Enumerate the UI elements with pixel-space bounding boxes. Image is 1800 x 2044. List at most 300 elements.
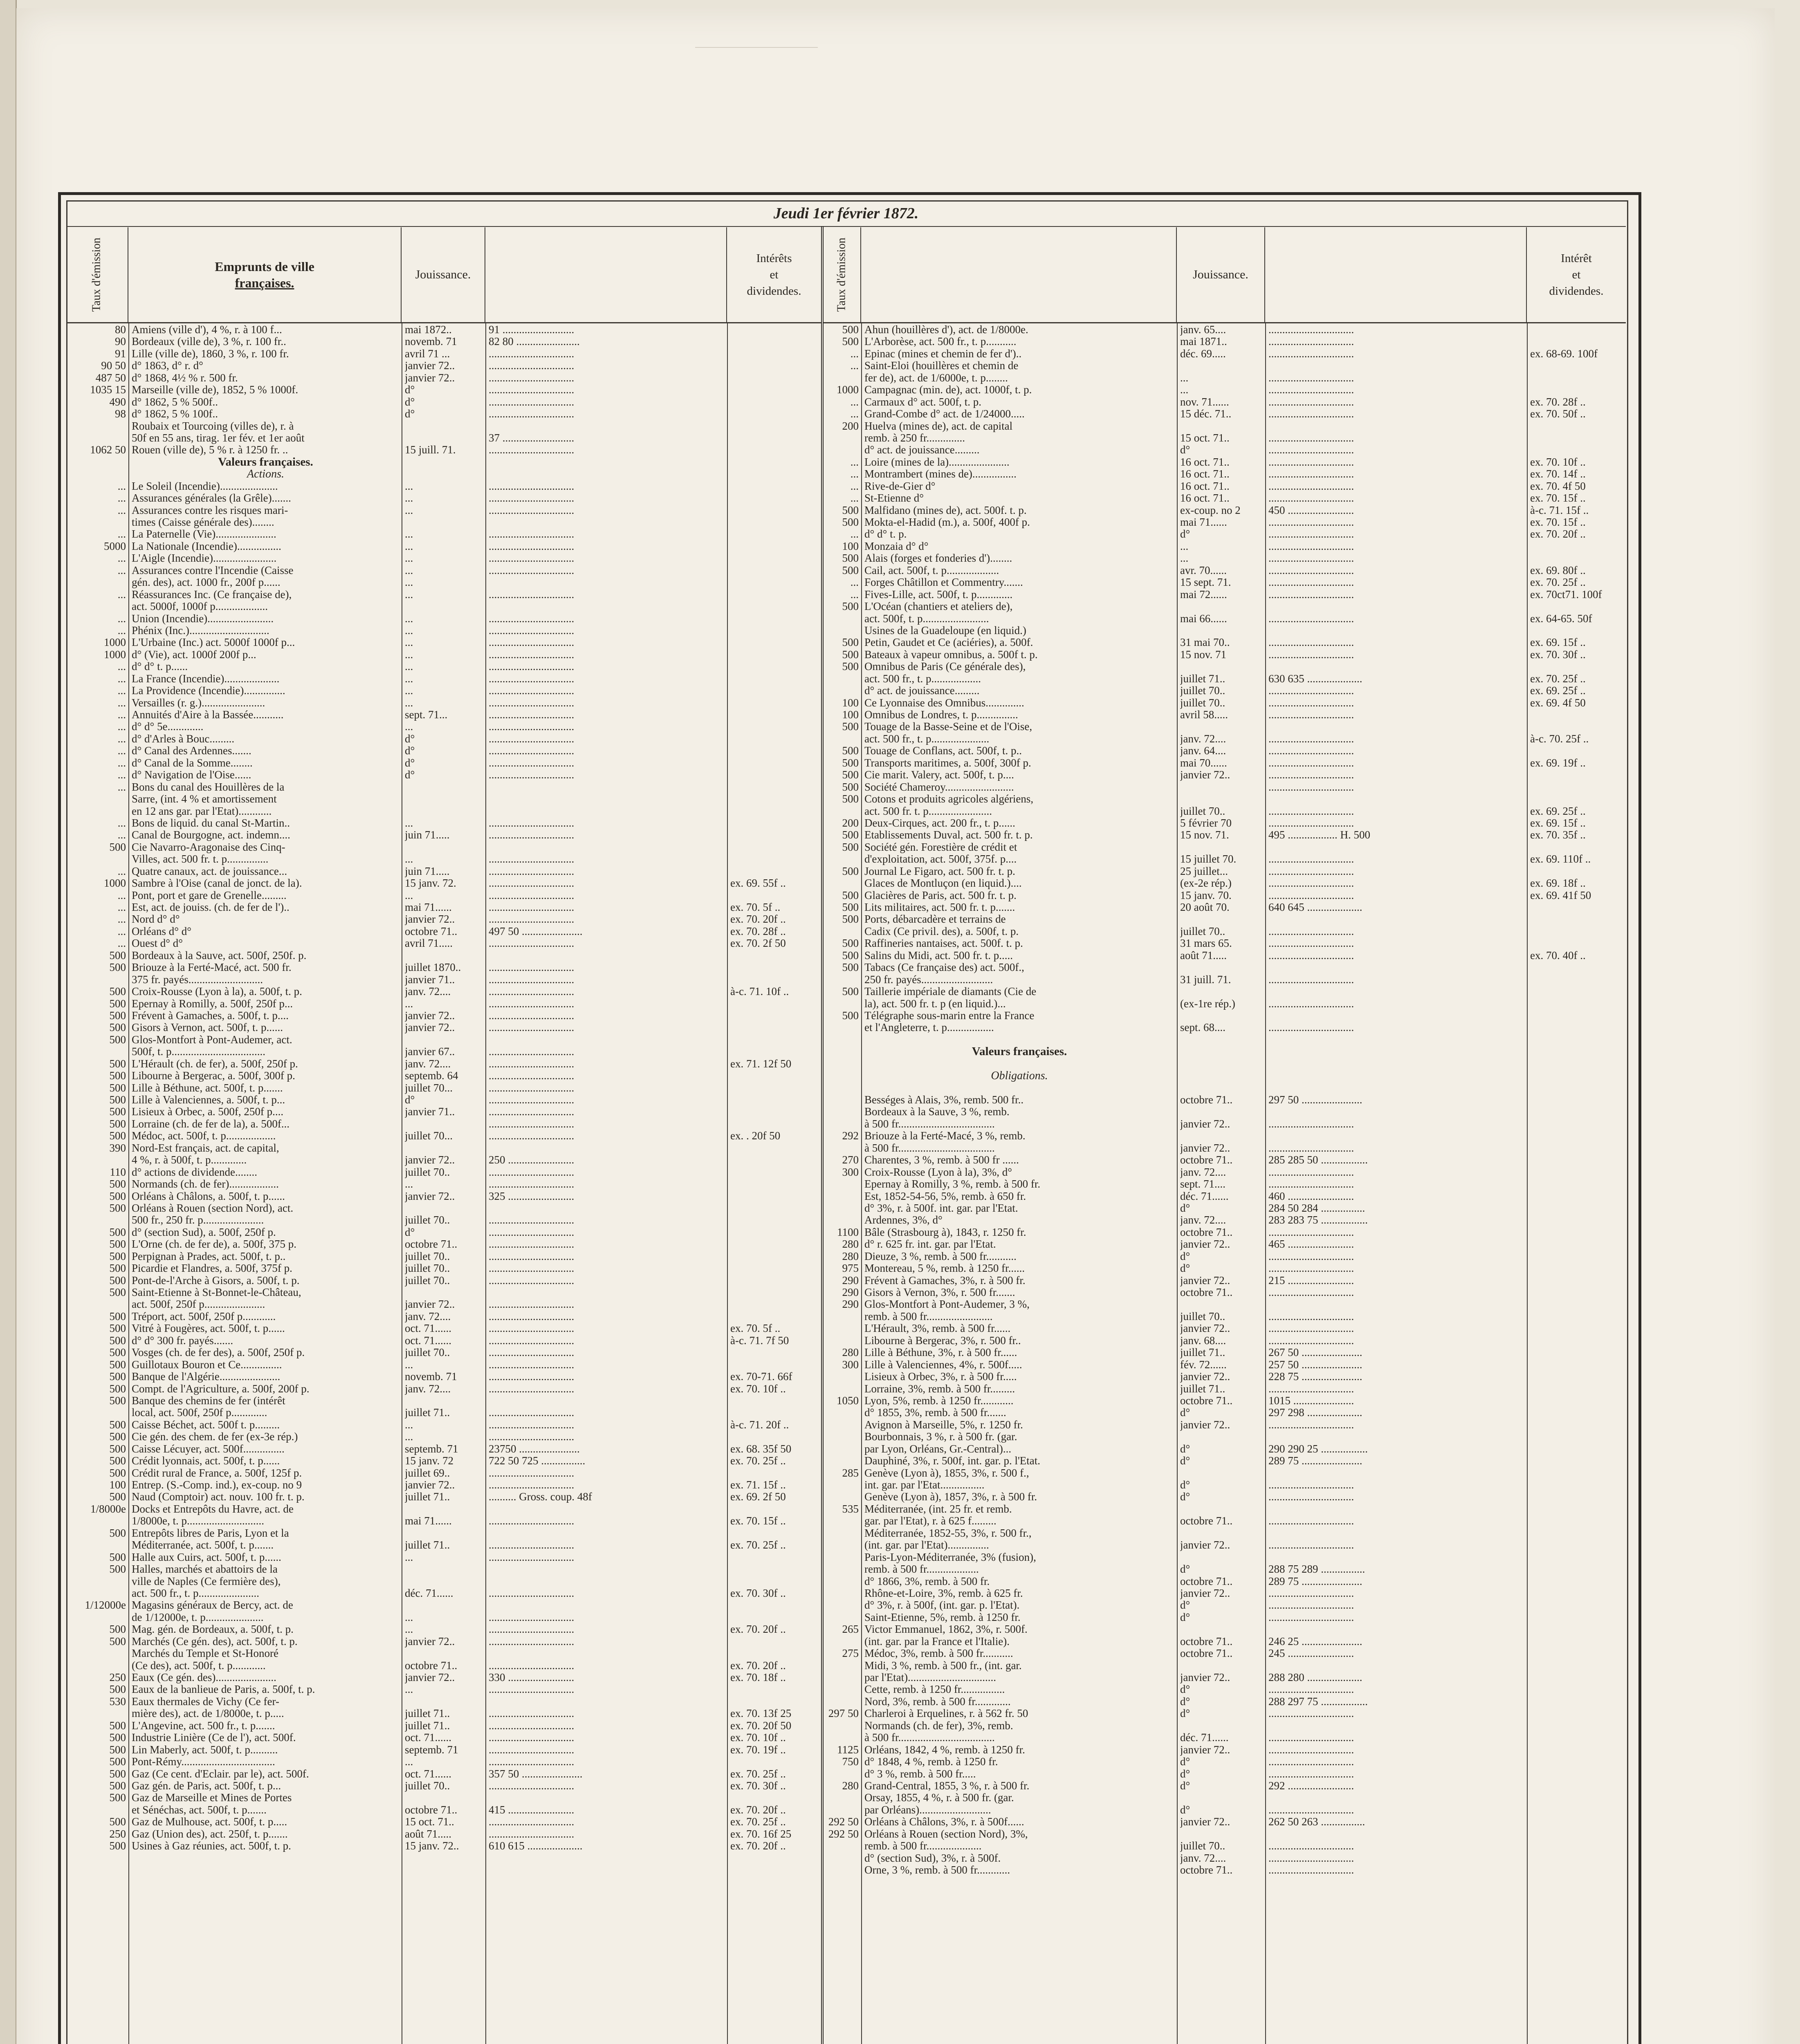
left-name-cell: Frévent à Gamaches, a. 500f, t. p.... bbox=[132, 1009, 289, 1022]
right-table-row bbox=[824, 986, 1626, 997]
right-name-cell: Ce Lyonnaise des Omnibus.............. bbox=[864, 697, 1024, 709]
right-cours-cell: ............................... bbox=[1268, 685, 1354, 697]
right-interets-cell: ex. 70. 50f .. bbox=[1530, 408, 1586, 420]
left-taux-cell: 390 bbox=[109, 1142, 126, 1154]
right-cours-cell: ............................... bbox=[1268, 384, 1354, 396]
left-name-cell: Nord-Est français, act. de capital, bbox=[132, 1142, 279, 1154]
left-jouissance-cell: ... bbox=[405, 648, 413, 661]
left-name-cell: Mag. gén. de Bordeaux, a. 500f, t. p. bbox=[132, 1623, 294, 1636]
left-taux-cell: 500 bbox=[109, 986, 126, 998]
left-name-cell: Guillotaux Bouron et Ce............... bbox=[132, 1358, 282, 1371]
left-name-cell: Magasins généraux de Bercy, act. de bbox=[132, 1599, 293, 1611]
right-jouissance-cell: octobre 71.. bbox=[1180, 1515, 1233, 1527]
left-cours-cell: 325 ........................ bbox=[489, 1190, 575, 1202]
right-name-cell: Lits militaires, act. 500 fr. t. p....... bbox=[864, 901, 1015, 913]
right-name-cell: à 500 fr................................... bbox=[864, 1118, 995, 1130]
left-table-row bbox=[66, 552, 821, 564]
right-table-row bbox=[824, 673, 1626, 685]
left-header-taux-label: Taux d'émission bbox=[90, 238, 103, 312]
right-name-cell: par l'Etat)................................ bbox=[864, 1672, 997, 1683]
right-header-taux bbox=[824, 227, 861, 322]
left-table-row bbox=[66, 901, 821, 913]
right-name-cell: Libourne à Bergerac, 3%, r. 500 fr.. bbox=[864, 1334, 1021, 1347]
right-table-row bbox=[824, 1503, 1626, 1515]
left-name-cell: Réassurances Inc. (Ce française de), bbox=[132, 588, 292, 601]
left-table-row bbox=[66, 528, 821, 540]
right-table-row bbox=[824, 444, 1626, 456]
left-name-cell: L'Angevine, act. 500 fr., t. p....... bbox=[132, 1719, 275, 1732]
left-cours-cell: ............................... bbox=[489, 1816, 575, 1828]
left-interets-cell: ex. 70. 10f .. bbox=[730, 1383, 786, 1395]
left-name-cell: gén. des), act. 1000 fr., 200f p...... bbox=[132, 576, 281, 589]
right-jouissance-cell: d° bbox=[1180, 1756, 1190, 1768]
right-table-row bbox=[824, 1298, 1626, 1310]
right-name-cell: Etablissements Duval, act. 500 fr. t. p. bbox=[864, 829, 1033, 841]
right-cours-cell: 640 645 .................... bbox=[1268, 901, 1362, 913]
left-cours-cell: ............................... bbox=[489, 1250, 575, 1262]
left-taux-cell: 98 bbox=[115, 408, 126, 420]
right-cours-cell: 288 297 75 ................. bbox=[1268, 1695, 1368, 1708]
right-name-cell: Salins du Midi, act. 500 fr. t. p..... bbox=[864, 949, 1013, 961]
right-name-cell: Dieuze, 3 %, remb. à 500 fr........... bbox=[864, 1250, 1017, 1262]
left-table-row bbox=[66, 1251, 821, 1262]
left-name-cell: et Sénéchas, act. 500f, t. p....... bbox=[132, 1804, 267, 1816]
left-jouissance-cell: ... bbox=[405, 997, 413, 1010]
left-jouissance-cell: juillet 71.. bbox=[405, 1407, 450, 1419]
right-cours-cell: ............................... bbox=[1268, 576, 1354, 589]
right-taux-cell: 500 bbox=[842, 889, 859, 901]
right-interets-cell: ex. 70. 30f .. bbox=[1530, 648, 1586, 661]
left-header-taux bbox=[66, 227, 128, 322]
right-taux-cell: 500 bbox=[842, 781, 859, 793]
right-jouissance-cell: 15 nov. 71. bbox=[1180, 829, 1229, 841]
left-jouissance-cell: janv. 72.... bbox=[405, 1058, 451, 1070]
left-name-cell: times (Caisse générale des)........ bbox=[132, 516, 274, 528]
left-interets-cell: ex. 70. 15f .. bbox=[730, 1515, 786, 1527]
right-jouissance-cell: octobre 71.. bbox=[1180, 1094, 1233, 1106]
left-name-cell: Normands (ch. de fer).................. bbox=[132, 1178, 279, 1190]
left-name-cell: Quatre canaux, act. de jouissance... bbox=[132, 865, 287, 877]
left-table-row bbox=[66, 649, 821, 661]
right-jouissance-cell: octobre 71.. bbox=[1180, 1647, 1233, 1660]
right-taux-cell: ... bbox=[850, 347, 859, 360]
right-table-row bbox=[824, 324, 1626, 336]
left-interets-cell: ex. 70. 20f .. bbox=[730, 1840, 786, 1852]
right-cours-cell: ............................... bbox=[1268, 408, 1354, 420]
right-name-cell: Bateaux à vapeur omnibus, a. 500f t. p. bbox=[864, 648, 1038, 661]
left-table-row bbox=[66, 1816, 821, 1828]
left-interets-cell: ex. 70. 25f .. bbox=[730, 1768, 786, 1780]
right-interets-cell: ex. 64-65. 50f bbox=[1530, 612, 1592, 625]
left-jouissance-cell: ... bbox=[405, 1683, 413, 1696]
right-table-row bbox=[824, 1792, 1626, 1804]
left-table-row bbox=[66, 1034, 821, 1046]
right-taux-cell: 500 bbox=[842, 865, 859, 877]
left-taux-cell: 250 bbox=[109, 1828, 126, 1840]
right-jouissance-cell: mai 66...... bbox=[1180, 612, 1227, 625]
right-cours-cell: ............................... bbox=[1268, 432, 1354, 444]
right-name-cell: Fives-Lille, act. 500f, t. p............. bbox=[864, 588, 1013, 601]
left-table-row bbox=[66, 1142, 821, 1154]
right-taux-cell: 500 bbox=[842, 336, 859, 348]
left-taux-cell: ... bbox=[117, 889, 126, 901]
left-name-cell: d° actions de dividende........ bbox=[132, 1166, 257, 1178]
right-table-row bbox=[824, 1046, 1626, 1058]
right-jouissance-cell: d° bbox=[1180, 1250, 1190, 1262]
right-table-row bbox=[824, 1683, 1626, 1695]
left-name-cell: Vosges (ch. de fer des), a. 500f, 250f p. bbox=[132, 1347, 305, 1359]
left-taux-cell: ... bbox=[117, 769, 126, 781]
left-taux-cell: 500 bbox=[109, 1250, 126, 1262]
right-taux-cell: ... bbox=[850, 468, 859, 480]
right-jouissance-cell: fév. 72...... bbox=[1180, 1358, 1227, 1371]
left-jouissance-cell: juin 71..... bbox=[405, 829, 450, 841]
left-cours-cell: ............................... bbox=[489, 384, 575, 396]
left-jouissance-cell: janvier 72.. bbox=[405, 1009, 455, 1022]
left-cours-cell: 23750 ...................... bbox=[489, 1443, 580, 1455]
right-name-cell: Orne, 3 %, remb. à 500 fr............ bbox=[864, 1864, 1010, 1876]
right-name-cell: Obligations. bbox=[991, 1070, 1048, 1082]
left-table-row bbox=[66, 1322, 821, 1334]
right-taux-cell: 500 bbox=[842, 901, 859, 913]
left-name-cell: Industrie Linière (Ce de l'), act. 500f. bbox=[132, 1732, 296, 1744]
right-cours-cell: 495 .................. H. 500 bbox=[1268, 829, 1370, 841]
right-table-row bbox=[824, 781, 1626, 793]
left-jouissance-cell: d° bbox=[405, 733, 415, 745]
left-jouissance-cell: ... bbox=[405, 661, 413, 673]
left-taux-cell: ... bbox=[117, 697, 126, 709]
left-jouissance-cell: juillet 1870.. bbox=[405, 961, 461, 974]
right-name-cell: Orléans à Châlons, 3%, r. à 500f...... bbox=[864, 1816, 1024, 1828]
right-cours-cell: ............................... bbox=[1268, 1587, 1354, 1599]
right-jouissance-cell: d° bbox=[1180, 1695, 1190, 1708]
right-name-cell: Epinac (mines et chemin de fer d').. bbox=[864, 347, 1022, 360]
right-name-cell: Alais (forges et fonderies d')........ bbox=[864, 552, 1012, 565]
right-table-row bbox=[824, 1744, 1626, 1756]
left-cours-cell: ............................... bbox=[489, 1683, 575, 1696]
left-name-cell: act. 500 fr., t. p...................... bbox=[132, 1587, 259, 1599]
left-jouissance-cell: janvier 72.. bbox=[405, 1672, 455, 1683]
right-name-cell: Orléans, 1842, 4 %, remb. à 1250 fr. bbox=[864, 1744, 1025, 1756]
left-table-row bbox=[66, 1455, 821, 1467]
right-interets-cell: ex. 70. 15f .. bbox=[1530, 492, 1586, 504]
left-cours-cell: ............................... bbox=[489, 1828, 575, 1840]
left-taux-cell: 500 bbox=[109, 1719, 126, 1732]
right-name-cell: d° d° t. p. bbox=[864, 528, 907, 540]
left-cours-cell: ............................... bbox=[489, 1719, 575, 1732]
left-taux-cell: ... bbox=[117, 913, 126, 926]
right-name-cell: Nord, 3%, remb. à 500 fr............. bbox=[864, 1695, 1011, 1708]
left-taux-cell: 500 bbox=[109, 1491, 126, 1503]
left-interets-cell: ex. 70. 28f .. bbox=[730, 925, 786, 937]
right-cours-cell: 262 50 263 ................ bbox=[1268, 1816, 1365, 1828]
left-cours-cell: ............................... bbox=[489, 1587, 575, 1599]
left-table-row bbox=[66, 829, 821, 841]
left-taux-cell: 500 bbox=[109, 1792, 126, 1804]
right-cours-cell: ............................... bbox=[1268, 733, 1354, 745]
right-interets-cell: ex. 70. 4f 50 bbox=[1530, 480, 1586, 492]
right-table-row bbox=[824, 1672, 1626, 1683]
right-cours-cell: ............................... bbox=[1268, 1166, 1354, 1178]
left-interets-cell: ex. 70. 5f .. bbox=[730, 901, 781, 913]
right-taux-cell: ... bbox=[850, 576, 859, 589]
right-taux-cell: ... bbox=[850, 408, 859, 420]
right-name-cell: à 500 fr................................... bbox=[864, 1142, 995, 1154]
right-jouissance-cell: d° bbox=[1180, 1611, 1190, 1623]
right-taux-cell: 280 bbox=[842, 1250, 859, 1262]
right-jouissance-cell: janvier 72.. bbox=[1180, 1539, 1230, 1551]
left-interets-cell: ex. 70. 18f .. bbox=[730, 1672, 786, 1683]
right-name-cell: Avignon à Marseille, 5%, r. 1250 fr. bbox=[864, 1419, 1023, 1431]
left-name-cell: d° Navigation de l'Oise...... bbox=[132, 769, 251, 781]
right-jouissance-cell: déc. 69..... bbox=[1180, 347, 1226, 360]
right-taux-cell: 292 50 bbox=[828, 1828, 859, 1840]
left-name-cell: Phénix (Inc.)............................. bbox=[132, 624, 269, 637]
right-cours-cell: ............................... bbox=[1268, 973, 1354, 986]
left-name-cell: Rouen (ville de), 5 % r. à 1250 fr. .. bbox=[132, 444, 288, 456]
right-cours-cell: ............................... bbox=[1268, 1744, 1354, 1756]
left-taux-cell: 500 bbox=[109, 1768, 126, 1780]
left-name-cell: Assurances générales (la Grêle)....... bbox=[132, 492, 291, 504]
right-name-cell: Victor Emmanuel, 1862, 3%, r. 500f. bbox=[864, 1623, 1028, 1636]
left-table-row bbox=[66, 1599, 821, 1611]
left-name-cell: Est, act. de jouiss. (ch. de fer de l').. bbox=[132, 901, 290, 913]
left-jouissance-cell: d° bbox=[405, 1226, 415, 1238]
left-table-row bbox=[66, 372, 821, 384]
right-taux-cell: 270 bbox=[842, 1154, 859, 1166]
left-name-cell: de 1/12000e, t. p..................... bbox=[132, 1611, 264, 1623]
right-jouissance-cell: 25 juillet... bbox=[1180, 865, 1228, 877]
right-cours-cell: ............................... bbox=[1268, 925, 1354, 937]
left-name-cell: Saint-Etienne à St-Bonnet-le-Château, bbox=[132, 1286, 301, 1298]
left-table-row bbox=[66, 890, 821, 901]
left-taux-cell: ... bbox=[117, 721, 126, 733]
left-jouissance-cell: d° bbox=[405, 396, 415, 408]
left-cours-cell: 37 .......................... bbox=[489, 432, 575, 444]
right-table-row bbox=[824, 1623, 1626, 1635]
left-table-row bbox=[66, 1407, 821, 1419]
left-table-row bbox=[66, 1756, 821, 1768]
right-cours-cell: ............................... bbox=[1268, 1310, 1354, 1322]
right-table-row bbox=[824, 1347, 1626, 1358]
left-jouissance-cell: 15 janv. 72 bbox=[405, 1455, 453, 1467]
right-name-cell: d° 3%, r. à 500f, (int. gar. p. l'Etat). bbox=[864, 1599, 1020, 1611]
left-name-cell: Vitré à Fougères, act. 500f, t. p...... bbox=[132, 1322, 285, 1335]
right-table-row bbox=[824, 1034, 1626, 1046]
left-interets-cell: ex. 70. 25f .. bbox=[730, 1455, 786, 1467]
left-jouissance-cell: octobre 71.. bbox=[405, 1238, 458, 1251]
left-name-cell: Gaz gén. de Paris, act. 500f, t. p... bbox=[132, 1780, 281, 1792]
left-table-row bbox=[66, 1636, 821, 1647]
right-name-cell: Cette, remb. à 1250 fr................ bbox=[864, 1683, 1005, 1696]
right-name-cell: Ports, débarcadère et terrains de bbox=[864, 913, 1006, 926]
right-jouissance-cell: ex-coup. no 2 bbox=[1180, 504, 1241, 516]
right-cours-cell: 245 ........................ bbox=[1268, 1647, 1354, 1660]
left-interets-cell: ex. 71. 15f .. bbox=[730, 1479, 786, 1491]
right-cours-cell: ............................... bbox=[1268, 1539, 1354, 1551]
left-taux-cell: ... bbox=[117, 588, 126, 601]
left-jouissance-cell: d° bbox=[405, 408, 415, 420]
right-cours-cell: 297 50 ...................... bbox=[1268, 1094, 1362, 1106]
left-taux-cell: 500 bbox=[109, 1274, 126, 1286]
right-name-cell: Glacières de Paris, act. 500 fr. t. p. bbox=[864, 889, 1017, 901]
right-table-row bbox=[824, 733, 1626, 745]
left-table-row bbox=[66, 408, 821, 420]
right-name-cell: L'Hérault, 3%, remb. à 500 fr...... bbox=[864, 1322, 1011, 1335]
left-jouissance-cell: juillet 69.. bbox=[405, 1467, 450, 1479]
left-name-cell: Cie gén. des chem. de fer (ex-3e rép.) bbox=[132, 1431, 298, 1443]
right-name-cell: L'Océan (chantiers et ateliers de), bbox=[864, 601, 1013, 613]
left-cours-cell: .......... Gross. coup. 48f bbox=[489, 1491, 592, 1503]
right-taux-cell: 500 bbox=[842, 949, 859, 961]
left-name-cell: Entrep. (S.-Comp. ind.), ex-coup. no 9 bbox=[132, 1479, 302, 1491]
left-name-cell: Orléans d° d° bbox=[132, 925, 192, 937]
left-name-cell: Crédit lyonnais, act. 500f, t. p...... bbox=[132, 1455, 280, 1467]
right-taux-cell: 100 bbox=[842, 697, 859, 709]
left-cours-cell: ............................... bbox=[489, 721, 575, 733]
left-taux-cell: 500 bbox=[109, 1118, 126, 1130]
left-jouissance-cell: novemb. 71 bbox=[405, 1371, 457, 1383]
left-taux-cell: 1035 15 bbox=[90, 384, 126, 396]
left-table-row bbox=[66, 1094, 821, 1106]
left-cours-cell: ............................... bbox=[489, 901, 575, 913]
left-jouissance-cell: ... bbox=[405, 685, 413, 697]
right-jouissance-cell: octobre 71.. bbox=[1180, 1864, 1233, 1876]
left-cours-cell: ............................... bbox=[489, 1262, 575, 1275]
right-name-cell: Forges Châtillon et Commentry....... bbox=[864, 576, 1023, 589]
right-cours-cell: ............................... bbox=[1268, 697, 1354, 709]
right-table-row bbox=[824, 1226, 1626, 1238]
right-interets-cell: ex. 69. 110f .. bbox=[1530, 853, 1591, 865]
right-name-cell: gar. par l'Etat), r. à 625 f......... bbox=[864, 1515, 997, 1527]
right-name-cell: Taillerie impériale de diamants (Cie de bbox=[864, 986, 1037, 998]
left-table-row bbox=[66, 1611, 821, 1623]
left-jouissance-cell: juillet 70.. bbox=[405, 1274, 450, 1286]
right-cours-cell: ............................... bbox=[1268, 1262, 1354, 1275]
right-name-cell: Deux-Cirques, act. 200 fr., t. p...... bbox=[864, 817, 1015, 829]
right-jouissance-cell: 15 déc. 71.. bbox=[1180, 408, 1232, 420]
left-table-row bbox=[66, 1335, 821, 1347]
right-cours-cell: ............................... bbox=[1268, 347, 1354, 360]
right-name-cell: Lille à Béthune, 3%, r. à 500 fr...... bbox=[864, 1347, 1017, 1359]
left-cours-cell: ............................... bbox=[489, 1358, 575, 1371]
left-jouissance-cell: d° bbox=[405, 769, 415, 781]
left-jouissance-cell: juin 71..... bbox=[405, 865, 450, 877]
left-interets-cell: ex. 70. 13f 25 bbox=[730, 1708, 792, 1720]
right-table-row bbox=[824, 384, 1626, 396]
right-jouissance-cell: d° bbox=[1180, 1768, 1190, 1780]
right-jouissance-cell: 15 oct. 71.. bbox=[1180, 432, 1230, 444]
left-interets-cell: ex. 69. 2f 50 bbox=[730, 1491, 786, 1503]
right-name-cell: Montrambert (mines de)................ bbox=[864, 468, 1017, 480]
right-name-cell: Omnibus de Paris (Ce générale des), bbox=[864, 661, 1026, 673]
left-table-row bbox=[66, 492, 821, 504]
right-interets-cell: ex. 70. 20f .. bbox=[1530, 528, 1586, 540]
right-table-row bbox=[824, 1455, 1626, 1467]
left-header-subtitle-text: françaises. bbox=[235, 276, 294, 290]
left-cours-cell: ............................... bbox=[489, 986, 575, 998]
left-name-cell: Banque des chemins de fer (intérêt bbox=[132, 1394, 285, 1407]
right-name-cell: fer de), act. de 1/6000e, t. p........ bbox=[864, 372, 1008, 384]
left-name-cell: Marseille (ville de), 1852, 5 % 1000f. bbox=[132, 384, 299, 396]
right-jouissance-cell: 15 juillet 70. bbox=[1180, 853, 1237, 865]
right-jouissance-cell: 20 août 70. bbox=[1180, 901, 1230, 913]
left-cours-cell: ............................... bbox=[489, 1082, 575, 1094]
right-table-row bbox=[824, 697, 1626, 709]
right-taux-cell: 285 bbox=[842, 1467, 859, 1479]
left-header bbox=[66, 227, 821, 323]
left-cours-cell: ............................... bbox=[489, 480, 575, 492]
left-name-cell: Picardie et Flandres, a. 500f, 375f p. bbox=[132, 1262, 292, 1275]
left-name-cell: La France (Incendie).................... bbox=[132, 672, 280, 685]
left-table-row bbox=[66, 456, 821, 468]
left-jouissance-cell: 15 janv. 72.. bbox=[405, 1840, 459, 1852]
right-table-row bbox=[824, 1106, 1626, 1118]
right-jouissance-cell: 15 janv. 70. bbox=[1180, 889, 1232, 901]
right-name-cell: Touage de Conflans, act. 500f, t. p.. bbox=[864, 745, 1022, 757]
left-interets-cell: ex. 70. 2f 50 bbox=[730, 937, 786, 950]
right-taux-cell: 290 bbox=[842, 1298, 859, 1311]
left-cours-cell: ............................... bbox=[489, 1214, 575, 1226]
right-cours-cell: ............................... bbox=[1268, 769, 1354, 781]
right-jouissance-cell: juillet 70.. bbox=[1180, 1840, 1225, 1852]
left-name-cell: La Providence (Incendie)............... bbox=[132, 685, 285, 697]
left-name-cell: Valeurs françaises. bbox=[218, 456, 313, 468]
left-taux-cell: 250 bbox=[109, 1672, 126, 1683]
right-cours-cell: ............................... bbox=[1268, 1768, 1354, 1780]
right-cours-cell: ............................... bbox=[1268, 480, 1354, 492]
right-interets-cell: à-c. 70. 25f .. bbox=[1530, 733, 1589, 745]
left-jouissance-cell: ... bbox=[405, 853, 413, 865]
left-name-cell: Actions. bbox=[247, 468, 284, 480]
left-table-row bbox=[66, 1768, 821, 1780]
left-taux-cell: 500 bbox=[109, 961, 126, 974]
right-table-row bbox=[824, 1816, 1626, 1828]
right-name-cell: Gisors à Vernon, 3%, r. 500 fr....... bbox=[864, 1286, 1015, 1298]
left-name-cell: d° 1868, 4½ % r. 500 fr. bbox=[132, 372, 238, 384]
right-table-row bbox=[824, 613, 1626, 625]
left-cours-cell: ............................... bbox=[489, 1431, 575, 1443]
right-cours-cell: ............................... bbox=[1268, 1864, 1354, 1876]
left-cours-cell: ............................... bbox=[489, 1009, 575, 1022]
right-name-cell: à 500 fr................................... bbox=[864, 1732, 995, 1744]
left-table-row bbox=[66, 432, 821, 444]
right-cours-cell: 283 283 75 ................. bbox=[1268, 1214, 1368, 1226]
right-table-row bbox=[824, 348, 1626, 360]
left-taux-cell: 500 bbox=[109, 1033, 126, 1046]
left-taux-cell: 500 bbox=[109, 1394, 126, 1407]
right-table-row bbox=[824, 552, 1626, 564]
left-jouissance-cell: octobre 71.. bbox=[405, 1804, 458, 1816]
right-name-cell: par Orléans).......................... bbox=[864, 1804, 991, 1816]
left-jouissance-cell: juillet 70.. bbox=[405, 1262, 450, 1275]
right-table-row bbox=[824, 961, 1626, 973]
left-table-row bbox=[66, 661, 821, 672]
left-taux-cell: ... bbox=[117, 672, 126, 685]
right-name-cell: Grand-Central, 1855, 3 %, r. à 500 fr. bbox=[864, 1780, 1030, 1792]
left-cours-cell: ............................... bbox=[489, 1756, 575, 1768]
right-cours-cell: ............................... bbox=[1268, 492, 1354, 504]
left-jouissance-cell: janvier 72.. bbox=[405, 913, 455, 926]
right-cours-cell: ............................... bbox=[1268, 648, 1354, 661]
left-name-cell: 4 %, r. à 500f, t. p............. bbox=[132, 1154, 247, 1166]
left-name-cell: d° d° 5e............. bbox=[132, 721, 204, 733]
left-taux-cell: ... bbox=[117, 733, 126, 745]
right-name-cell: Croix-Rousse (Lyon à la), 3%, d° bbox=[864, 1166, 1012, 1178]
left-table-row bbox=[66, 1022, 821, 1033]
left-cours-cell: ............................... bbox=[489, 1226, 575, 1238]
left-table-row bbox=[66, 1058, 821, 1070]
